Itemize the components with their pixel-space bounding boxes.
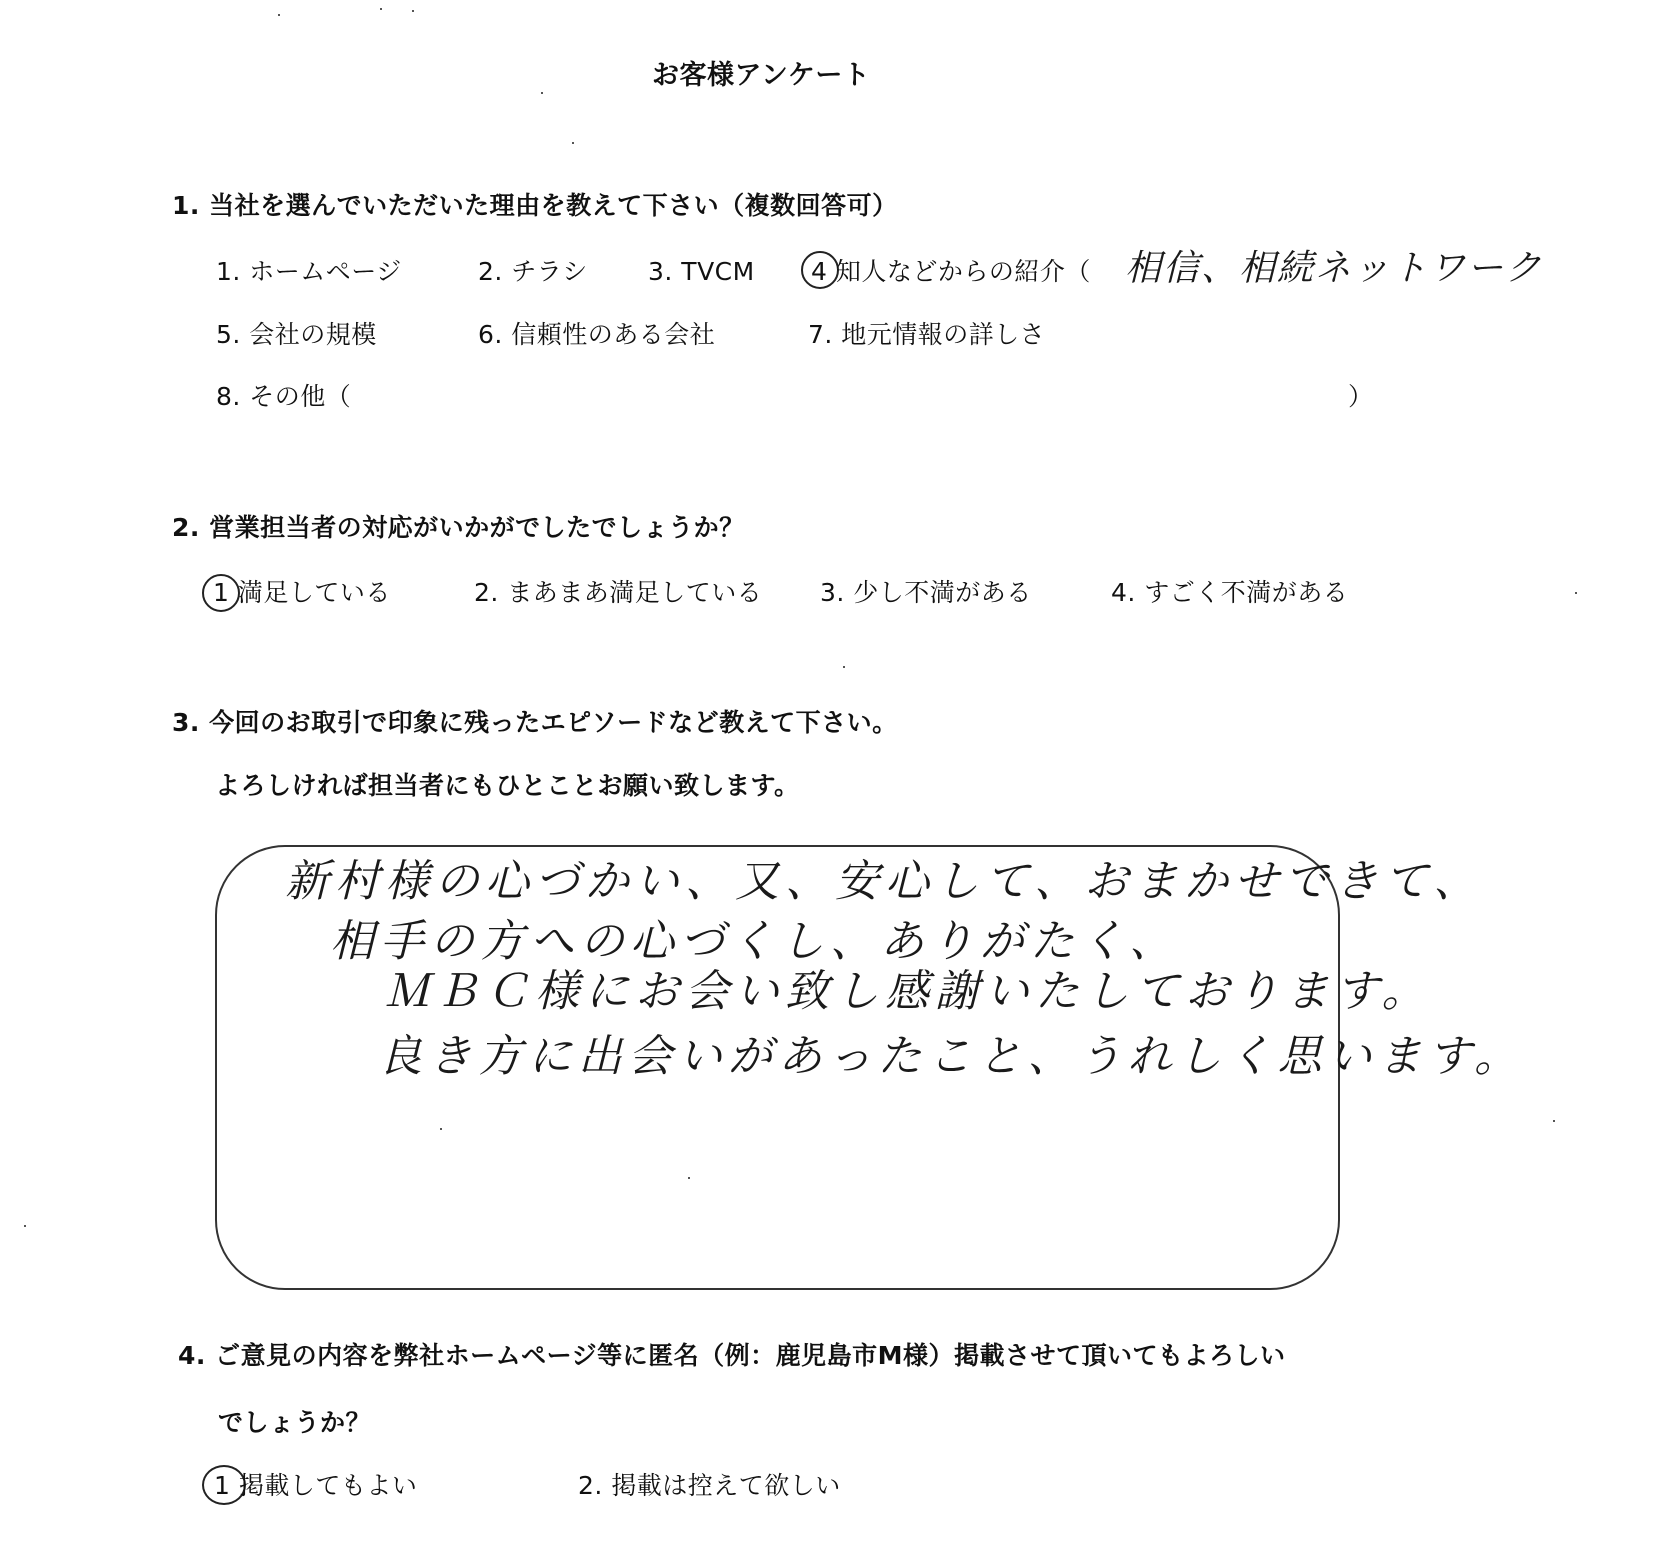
q2-question: 2. 営業担当者の対応がいかがでしたでしょうか？ [172,513,745,542]
q1-option-1[interactable]: 1. ホームページ [216,257,402,286]
q1-option-8[interactable]: 8. その他（ [216,382,352,411]
q3-question: 3. 今回のお取引で印象に残ったエピソードなど教えて下さい。 [172,708,898,737]
q4-question-continued: でしょうか？ [218,1408,372,1437]
survey-title: お客様アンケート [652,60,871,91]
q2-option-3[interactable]: 3. 少し不満がある [820,578,1032,607]
scan-speck [1575,592,1577,594]
q1-handwritten-note: 相信、相続ネットワーク [1125,248,1544,289]
q1-option-3[interactable]: 3. TVCM [648,257,755,286]
scan-speck [440,1128,442,1130]
scan-speck [541,92,543,94]
q1-option-4[interactable]: 4 知人などからの紹介（ [811,257,1091,286]
scan-speck [278,14,280,16]
q2-option-4[interactable]: 4. すごく不満がある [1111,578,1349,607]
q2-option-1[interactable]: 1 満足している [213,578,391,607]
scan-speck [24,1225,26,1227]
q3-handwritten-line-2: 相手の方への心づくし、ありがたく、 [330,916,1180,967]
q1-option-7[interactable]: 7. 地元情報の詳しさ [808,320,1046,349]
scan-speck [843,666,845,668]
q1-option-6[interactable]: 6. 信頼性のある会社 [478,320,716,349]
q3-handwritten-line-1: 新村様の心づかい、又、安心して、おまかせできて、 [285,856,1484,907]
q2-option-2[interactable]: 2. まあまあ満足している [474,578,763,607]
q3-handwritten-line-3: ＭＢＣ様にお会い致し感謝いたしております。 [385,966,1432,1017]
q1-option-2[interactable]: 2. チラシ [478,257,588,286]
scan-speck [380,8,382,10]
q3-handwritten-line-4: 良き方に出会いがあったこと、うれしく思います。 [378,1031,1525,1082]
scan-speck [688,1177,690,1179]
q1-question: 1. 当社を選んでいただいた理由を教えて下さい（複数回答可） [172,191,898,220]
q3-subtext: よろしければ担当者にもひとことお願い致します。 [215,771,800,800]
q4-question: 4. ご意見の内容を弊社ホームページ等に匿名（例：鹿児島市M様）掲載させて頂いてもよろしい [178,1341,1286,1370]
q1-other-close-paren: ） [1348,382,1374,411]
q1-option-5[interactable]: 5. 会社の規模 [216,320,377,349]
q4-option-1[interactable]: 1 掲載してもよい [214,1471,418,1500]
q4-option-2[interactable]: 2. 掲載は控えて欲しい [578,1471,841,1500]
scan-speck [412,10,414,12]
scan-speck [1553,1120,1555,1122]
scan-speck [572,142,574,144]
